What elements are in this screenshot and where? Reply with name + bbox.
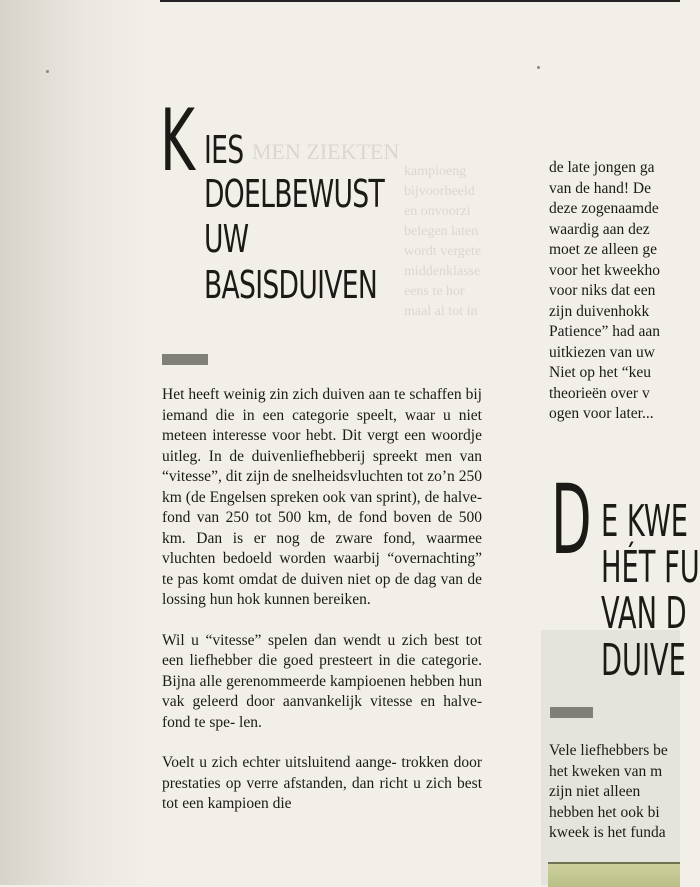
top-rule (160, 0, 680, 2)
right-column-line: Patience” had aan (549, 323, 661, 340)
right-column-line: voor het kweekho (549, 261, 661, 279)
right-column-line: moet ze alleen ge (549, 241, 658, 258)
ghost-line: maal al tot in (404, 304, 478, 319)
headline-initial: D (551, 464, 592, 576)
right-column-line: theorieën over v (549, 384, 650, 402)
right-bottom-line: het kweken van m (549, 762, 663, 780)
right-column-line: de late jongen ga (549, 159, 655, 176)
ghost-line: wordt vergete (404, 244, 482, 259)
right-column-line: waardig aan dez (549, 220, 650, 238)
headline-initial: K (160, 91, 195, 191)
ghost-line: bijvoorbeeld (404, 184, 475, 199)
section-marker-bar (550, 707, 593, 718)
right-bottom-line: hebben het ook bi (549, 803, 660, 821)
headline-line: IES (204, 128, 244, 172)
headline-line: DUIVE (601, 635, 686, 686)
section-marker-bar (162, 354, 208, 365)
ghost-line: en onvoorzi (404, 204, 471, 219)
right-column-line: van de hand! De (549, 179, 651, 197)
right-bottom-line: Vele liefhebbers be (549, 742, 668, 759)
right-bottom-text (549, 741, 689, 844)
article-paragraph: Voelt u zich echter uitsluitend aange- trokken door prestaties op verre afstanden, dan richt u zich best tot een kampioen die (162, 754, 482, 812)
headline-line: E KWE (601, 496, 689, 547)
ghost-line: kampioeng (404, 164, 467, 179)
article-paragraph: Het heeft weinig zin zich duiven aan te schaffen bij iemand die in een categorie speelt, waar u niet meteen interesse voor hebt. Dit vergt een woordje uitleg. In de duivenliefhebberij spreekt men van “vitesse”, dit zijn de snelheidsvluchten tot zo’n 250 km (de Engelsen spreken ook van sprint), de halve-fond van 250 tot 500 km, de fond boven de 500 km. Dan is er nog de zware fond, waarmee vluchten bedoeld worden waarbij “overnachting” te pas komt omdat de duiven niet op de dag van de lossing hun hok kunnen bereiken. (162, 386, 482, 608)
right-bottom-line: kweek is het funda (549, 824, 666, 841)
paper-speck (537, 66, 540, 69)
paper-speck (46, 70, 49, 73)
headline-line: BASISDUIVEN (204, 263, 378, 307)
headline-line: UW (204, 217, 249, 261)
right-column-line: uitkiezen van uw (549, 343, 655, 361)
ghost-line: belegen laten (404, 224, 479, 239)
headline-line: DOELBEWUST (204, 172, 385, 216)
headline-line: VAN D (601, 588, 687, 639)
right-bottom-line: zijn niet alleen (549, 783, 641, 800)
headline-line: HÉT FU (601, 542, 700, 593)
right-column-line: voor niks dat een (549, 282, 656, 299)
article-body (162, 385, 482, 835)
right-column-line: zijn duivenhokk (549, 302, 650, 320)
photo-corner (548, 862, 680, 887)
ghost-line: middenklasse (404, 264, 481, 279)
page-edge-shadow (0, 0, 150, 885)
ghost-line: eens te hor (404, 284, 465, 299)
right-column-line: Niet op het “keu (549, 364, 652, 381)
right-column-text (549, 158, 689, 425)
ghost-title: MEN ZIEKTEN (252, 139, 400, 164)
right-column-line: deze zogenaamde (549, 200, 659, 217)
article-paragraph: Wil u “vitesse” spelen dan wendt u zich best tot een liefhebber die goed presteert in die categorie. Bijna alle gerenommeerde kampioenen hebben hun vak geleerd door aanvankelijk vitesse en halve-fond te spe- len. (162, 631, 482, 731)
right-column-line: ogen voor later... (549, 405, 654, 422)
